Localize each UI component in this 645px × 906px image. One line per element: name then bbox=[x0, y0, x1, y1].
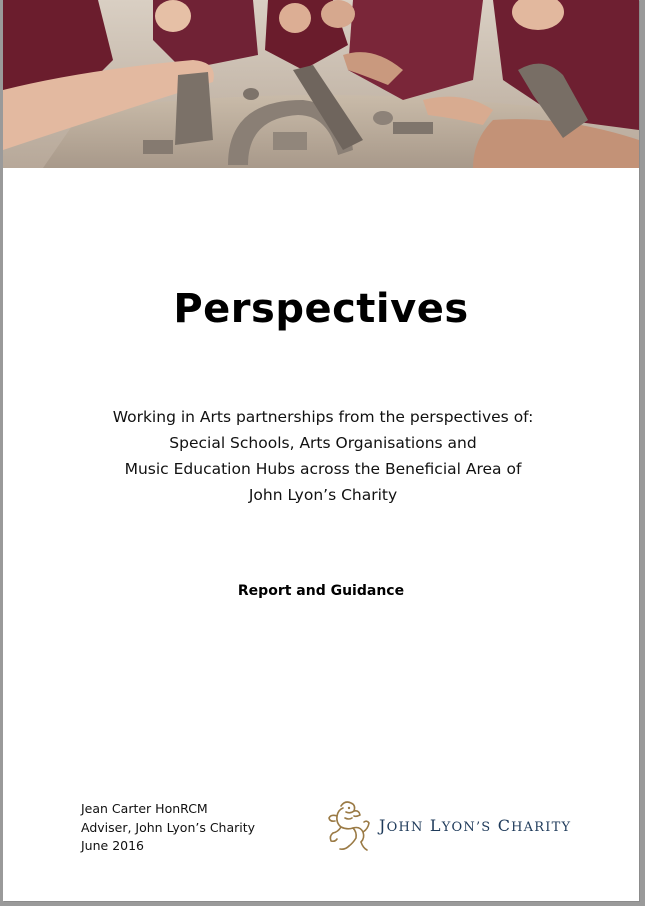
subtitle-line: Special Schools, Arts Organisations and bbox=[169, 434, 477, 452]
author-date: June 2016 bbox=[81, 838, 145, 853]
students-clay-modelling-photo bbox=[3, 0, 639, 168]
author-name: Jean Carter HonRCM bbox=[81, 801, 208, 816]
author-role: Adviser, John Lyon’s Charity bbox=[81, 819, 256, 835]
charity-logo bbox=[323, 796, 603, 858]
charity-name: JOHN LYON’S CHARITY bbox=[379, 816, 572, 835]
report-label: Report and Guidance bbox=[237, 583, 405, 599]
lion-crest-icon bbox=[323, 796, 373, 856]
page-title: Perspectives bbox=[173, 286, 469, 332]
hero-photo bbox=[3, 0, 639, 168]
author-block bbox=[81, 800, 255, 856]
subtitle bbox=[63, 404, 583, 508]
subtitle-line: John Lyon’s Charity bbox=[248, 486, 398, 504]
document-page bbox=[3, 0, 639, 901]
subtitle-line: Working in Arts partnerships from the perspectives of: bbox=[112, 408, 534, 426]
subtitle-line: Music Education Hubs across the Beneficial Area of bbox=[124, 460, 522, 478]
